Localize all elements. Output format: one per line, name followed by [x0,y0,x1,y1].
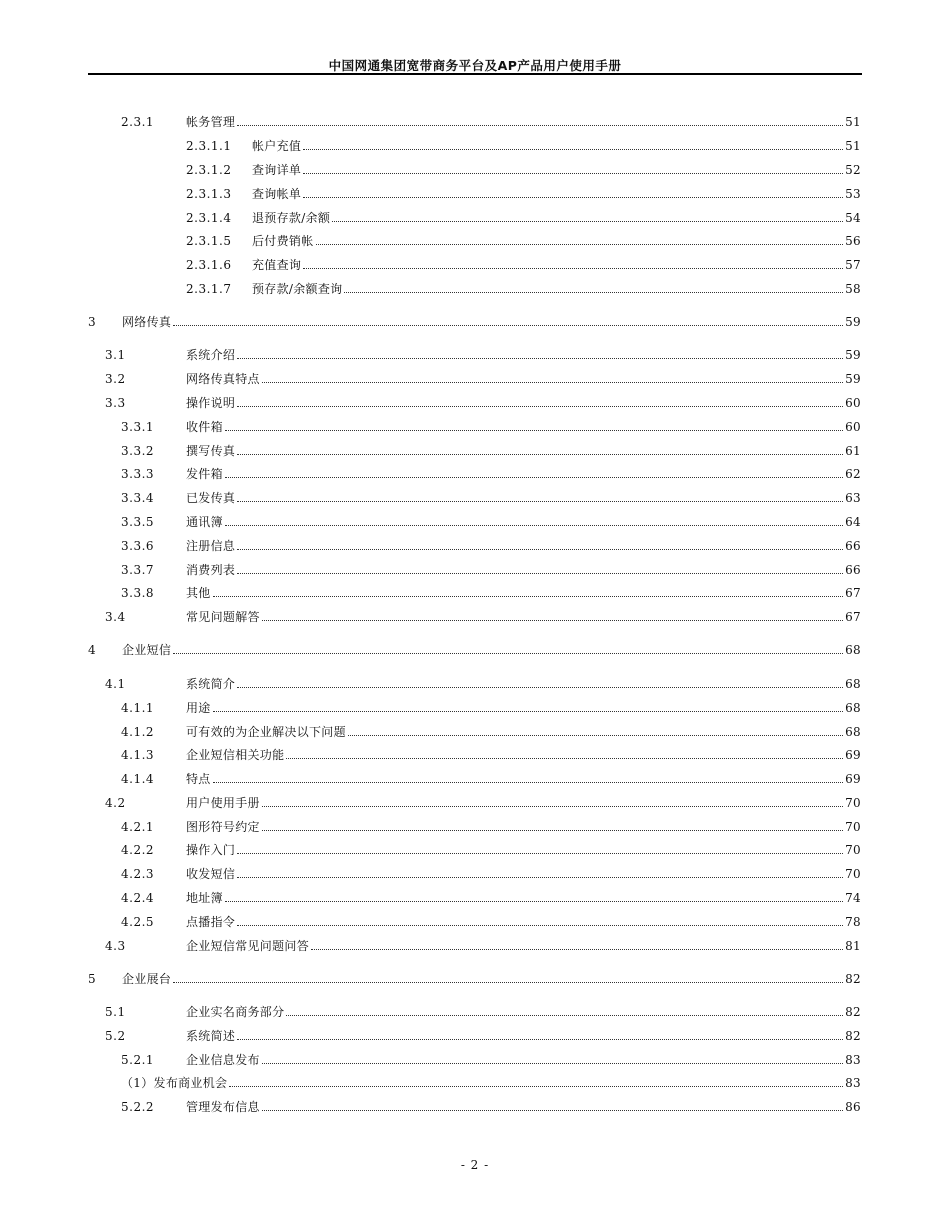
toc-entry-page: 59 [845,348,861,362]
toc-entry-number: 2.3.1.2 [186,163,232,177]
toc-dot-leader [237,549,843,550]
toc-entry-title: 可有效的为企业解决以下问题 [186,725,346,739]
toc-entry-title: 网络传真特点 [186,372,260,386]
toc-entry-page: 70 [845,796,861,810]
toc-dot-leader [303,197,843,198]
toc-entry-title: 其他 [186,586,211,600]
toc-dot-leader [213,596,844,597]
toc-entry[interactable] [121,536,861,554]
toc-entry-number: 4.3 [105,939,126,953]
toc-entry-number: 5.2.1 [121,1053,155,1067]
toc-entry-page: 66 [845,539,861,553]
toc-entry-number: 4.1 [105,677,126,691]
toc-entry-number: 3.3.8 [121,586,155,600]
toc-entry-page: 70 [845,867,861,881]
toc-dot-leader [173,325,843,326]
toc-entry-page: 68 [845,725,861,739]
toc-dot-leader [213,782,844,783]
toc-entry-number: 4.1.1 [121,701,155,715]
toc-entry-title: 消费列表 [186,563,236,577]
toc-dot-leader [237,877,843,878]
toc-entry-page: 51 [845,115,861,129]
toc-entry[interactable] [121,864,861,882]
toc-entry-page: 64 [845,515,861,529]
toc-dot-leader [225,525,843,526]
toc-dot-leader [311,949,843,950]
toc-entry-page: 86 [845,1100,861,1114]
toc-dot-leader [332,221,843,222]
toc-entry[interactable] [105,1002,861,1020]
toc-entry-number: 4.2 [105,796,126,810]
toc-entry-page: 57 [845,258,861,272]
toc-entry-title: 退预存款/余额 [252,211,331,225]
toc-entry-number: 3.4 [105,610,126,624]
toc-entry[interactable] [121,560,861,578]
toc-dot-leader [286,1015,843,1016]
toc-entry[interactable] [121,840,861,858]
toc-entry-title: 特点 [186,772,211,786]
toc-entry-title: 充值查询 [252,258,302,272]
toc-entry-page: 54 [845,211,861,225]
toc-entry-number: 3.3.7 [121,563,155,577]
toc-entry-page: 81 [845,939,861,953]
toc-entry-number: 4.2.4 [121,891,155,905]
toc-entry-title: 预存款/余额查询 [252,282,343,296]
toc-entry-number: 4.2.2 [121,843,155,857]
toc-entry-title: 系统简介 [186,677,236,691]
toc-entry-number: 3.3.4 [121,491,155,505]
toc-entry-number: 5 [88,972,97,986]
toc-entry-title: 点播指令 [186,915,236,929]
toc-entry-title: 用户使用手册 [186,796,260,810]
toc-entry[interactable] [105,393,861,411]
toc-dot-leader [262,620,843,621]
toc-entry-page: 82 [845,972,861,986]
toc-entry-number: 5.1 [105,1005,126,1019]
toc-dot-leader [316,244,844,245]
toc-entry-title: 用途 [186,701,211,715]
toc-entry[interactable] [121,1073,861,1091]
toc-entry-page: 67 [845,610,861,624]
toc-entry[interactable] [105,345,861,363]
toc-entry-number: 2.3.1.6 [186,258,232,272]
toc-dot-leader [229,1086,843,1087]
toc-entry[interactable] [105,793,861,811]
toc-entry[interactable] [121,441,861,459]
toc-dot-leader [262,830,843,831]
toc-entry[interactable] [186,184,861,202]
toc-entry-number: 4 [88,643,97,657]
toc-entry[interactable] [121,417,861,435]
toc-entry-title: 企业信息发布 [186,1053,260,1067]
toc-entry[interactable] [88,312,861,330]
toc-entry-title: 后付费销帐 [252,234,314,248]
toc-entry[interactable] [186,279,861,297]
toc-entry-page: 59 [845,315,861,329]
toc-entry-title: 地址簿 [186,891,223,905]
toc-entry-number: 2.3.1.5 [186,234,232,248]
toc-dot-leader [225,477,843,478]
toc-entry[interactable] [186,255,861,273]
toc-dot-leader [237,925,843,926]
page-number: - 2 - [460,1158,490,1172]
toc-entry-page: 53 [845,187,861,201]
toc-entry-page: 69 [845,748,861,762]
toc-entry-number: 3.3.5 [121,515,155,529]
toc-entry[interactable] [186,231,861,249]
toc-entry-page: 66 [845,563,861,577]
toc-entry[interactable] [88,969,861,987]
toc-entry-page: 82 [845,1005,861,1019]
toc-entry-title: 企业实名商务部分 [186,1005,285,1019]
toc-dot-leader [303,149,843,150]
toc-entry-number: 2.3.1.1 [186,139,232,153]
toc-entry[interactable] [186,136,861,154]
toc-entry-page: 68 [845,701,861,715]
toc-entry[interactable] [121,583,861,601]
toc-entry-title: 网络传真 [122,315,172,329]
toc-entry-title: 常见问题解答 [186,610,260,624]
toc-entry-title: 收发短信 [186,867,236,881]
toc-dot-leader [303,173,843,174]
toc-dot-leader [237,573,843,574]
toc-entry[interactable] [121,745,861,763]
toc-entry[interactable] [186,208,861,226]
toc-entry[interactable] [88,640,861,658]
toc-entry-page: 60 [845,420,861,434]
toc-entry[interactable] [105,674,861,692]
toc-dot-leader [262,1063,843,1064]
toc-entry-title: 企业短信相关功能 [186,748,285,762]
toc-entry-title: 查询帐单 [252,187,302,201]
toc-dot-leader [237,125,843,126]
toc-entry-page: 51 [845,139,861,153]
toc-entry[interactable] [121,512,861,530]
toc-entry-number: 3.3.2 [121,444,155,458]
toc-entry-title: 通讯簿 [186,515,223,529]
toc-entry-number: 5.2 [105,1029,126,1043]
toc-entry-number: 2.3.1 [121,115,155,129]
toc-dot-leader [213,711,844,712]
toc-entry-number: 3.3.3 [121,467,155,481]
toc-entry-page: 83 [845,1076,861,1090]
toc-entry[interactable] [121,112,861,130]
toc-entry-title: 图形符号约定 [186,820,260,834]
toc-entry-page: 82 [845,1029,861,1043]
toc-entry-number: 3 [88,315,97,329]
toc-entry-number: 4.1.2 [121,725,155,739]
toc-dot-leader [237,687,843,688]
toc-entry-number: 5.2.2 [121,1100,155,1114]
toc-entry-number: 4.1.3 [121,748,155,762]
toc-entry-title: 注册信息 [186,539,236,553]
toc-entry[interactable] [121,817,861,835]
toc-entry-number: 2.3.1.4 [186,211,232,225]
toc-entry-title: 收件箱 [186,420,223,434]
toc-dot-leader [173,653,843,654]
toc-dot-leader [225,430,843,431]
toc-dot-leader [225,901,843,902]
toc-entry[interactable] [121,912,861,930]
header-rule [88,73,862,75]
toc-dot-leader [237,358,843,359]
toc-entry-title: 企业展台 [122,972,172,986]
toc-entry-page: 61 [845,444,861,458]
toc-entry[interactable] [121,888,861,906]
toc-entry-number: 3.3.6 [121,539,155,553]
toc-dot-leader [286,758,843,759]
toc-entry-number: 2.3.1.7 [186,282,232,296]
toc-entry-page: 63 [845,491,861,505]
toc-entry[interactable] [105,607,861,625]
toc-dot-leader [262,382,843,383]
toc-dot-leader [262,1110,843,1111]
toc-entry-number: 2.3.1.3 [186,187,232,201]
toc-entry[interactable] [186,160,861,178]
toc-entry-number: 4.2.5 [121,915,155,929]
toc-dot-leader [348,735,843,736]
toc-entry-title: 企业短信 [122,643,172,657]
toc-entry[interactable] [105,936,861,954]
toc-entry[interactable] [105,1026,861,1044]
toc-entry-number: 4.2.1 [121,820,155,834]
toc-dot-leader [237,454,843,455]
toc-entry-page: 78 [845,915,861,929]
toc-entry-page: 70 [845,820,861,834]
toc-entry-title: 企业短信常见问题问答 [186,939,310,953]
toc-entry-page: 69 [845,772,861,786]
toc-dot-leader [262,806,843,807]
toc-entry-page: 62 [845,467,861,481]
toc-entry-page: 52 [845,163,861,177]
toc-entry[interactable] [121,1097,861,1115]
toc-entry-number: 3.3 [105,396,126,410]
toc-dot-leader [237,406,843,407]
toc-entry-page: 83 [845,1053,861,1067]
toc-entry[interactable] [121,722,861,740]
toc-entry[interactable] [121,1050,861,1068]
toc-entry[interactable] [121,698,861,716]
toc-dot-leader [237,1039,843,1040]
toc-entry-title: 系统简述 [186,1029,236,1043]
toc-entry-number: 3.2 [105,372,126,386]
toc-entry-title: 帐务管理 [186,115,236,129]
toc-entry-title: 系统介绍 [186,348,236,362]
toc-entry-number: 3.3.1 [121,420,155,434]
toc-dot-leader [173,982,843,983]
toc-entry[interactable] [105,369,861,387]
toc-entry-title: 发件箱 [186,467,223,481]
toc-entry-title: 管理发布信息 [186,1100,260,1114]
toc-entry[interactable] [121,488,861,506]
toc-entry-page: 59 [845,372,861,386]
toc-entry-page: 70 [845,843,861,857]
toc-entry[interactable] [121,464,861,482]
toc-entry-page: 74 [845,891,861,905]
toc-entry-page: 68 [845,677,861,691]
toc-dot-leader [237,501,843,502]
toc-entry-title: 帐户充值 [252,139,302,153]
toc-entry-number: 4.1.4 [121,772,155,786]
toc-dot-leader [237,853,843,854]
toc-entry-title: （1）发布商业机会 [121,1076,228,1090]
toc-entry-page: 68 [845,643,861,657]
toc-entry-title: 操作入门 [186,843,236,857]
toc-entry-title: 撰写传真 [186,444,236,458]
toc-entry-number: 4.2.3 [121,867,155,881]
toc-entry-page: 67 [845,586,861,600]
header-title: 中国网通集团宽带商务平台及AP产品用户使用手册 [328,58,622,73]
toc-entry-page: 60 [845,396,861,410]
toc-entry-number: 3.1 [105,348,126,362]
toc-dot-leader [344,292,843,293]
toc-entry-page: 58 [845,282,861,296]
toc-entry[interactable] [121,769,861,787]
toc-entry-title: 查询详单 [252,163,302,177]
toc-entry-title: 操作说明 [186,396,236,410]
toc-entry-page: 56 [845,234,861,248]
toc-entry-title: 已发传真 [186,491,236,505]
toc-dot-leader [303,268,843,269]
